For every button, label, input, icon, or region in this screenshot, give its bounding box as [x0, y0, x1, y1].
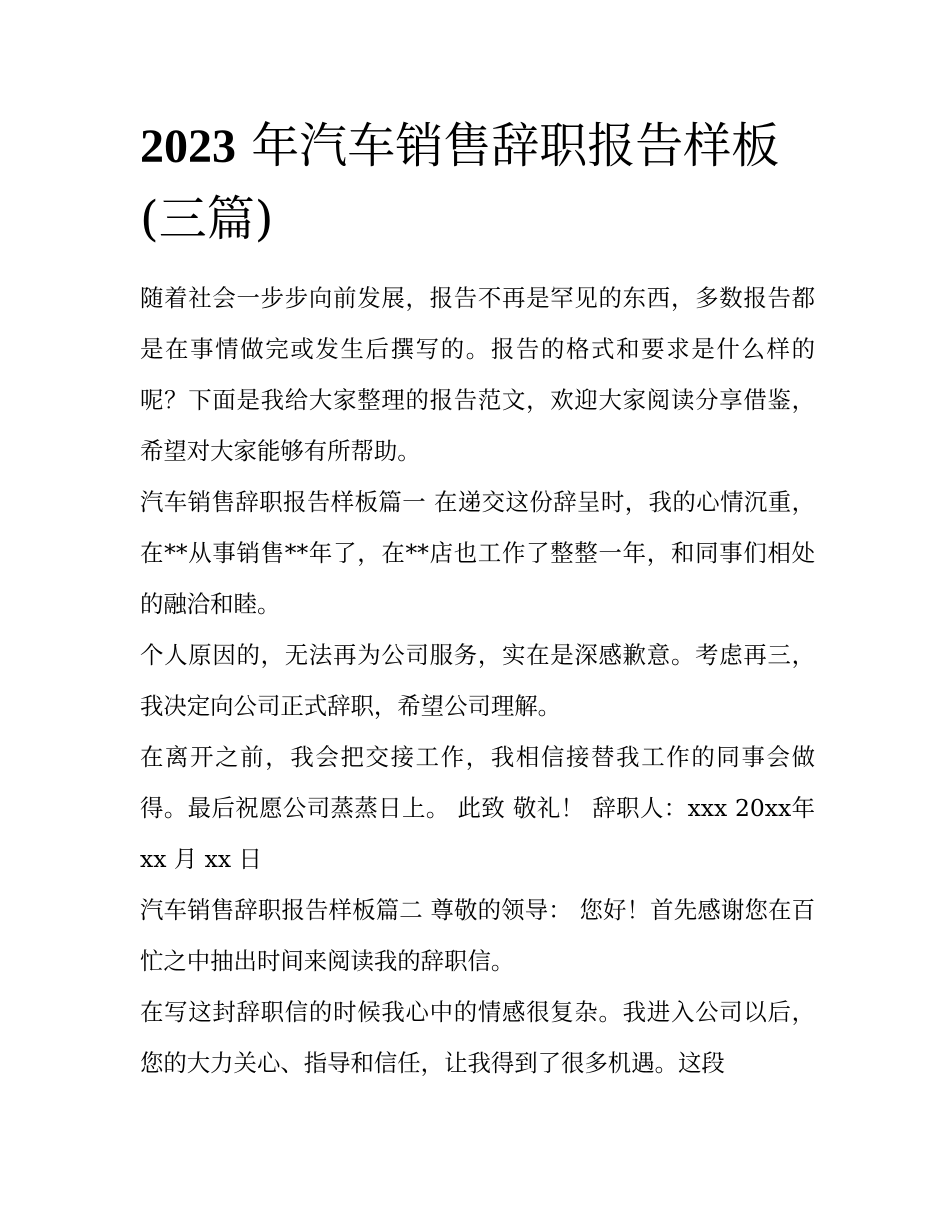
title-text: 年汽车销售辞职报告样板(三篇) [140, 118, 780, 247]
document-title [140, 110, 815, 255]
reason-paragraph: 个人原因的，无法再为公司服务，实在是深感歉意。考虑再三，我决定向公司正式辞职，希望公司理解。 [140, 641, 815, 720]
sample-two-paragraph: 汽车销售辞职报告样板篇二 尊敬的领导： 您好！首先感谢您在百忙之中抽出时间来阅读我的辞职信。 [140, 896, 815, 975]
title-year: 2023 [140, 120, 236, 173]
intro-paragraph: 随着社会一步步向前发展，报告不再是罕见的东西，多数报告都是在事情做完或发生后撰写的。报告的格式和要求是什么样的呢？下面是我给大家整理的报告范文，欢迎大家阅读分享借鉴，希望对大家能够有所帮助。 [140, 284, 815, 465]
closing-paragraph: 在离开之前，我会把交接工作，我相信接替我工作的同事会做得。最后祝愿公司蒸蒸日上。 此致 敬礼！ 辞职人：xxx 20xx年 xx 月 xx 日 [140, 743, 815, 873]
document-body [140, 110, 815, 1089]
letter-paragraph: 在写这封辞职信的时候我心中的情感很复杂。我进入公司以后，您的大力关心、指导和信任，让我得到了很多机遇。这段 [140, 998, 815, 1077]
sample-one-paragraph: 汽车销售辞职报告样板篇一 在递交这份辞呈时，我的心情沉重，在**从事销售**年了，在**店也工作了整整一年，和同事们相处的融洽和睦。 [140, 488, 815, 618]
